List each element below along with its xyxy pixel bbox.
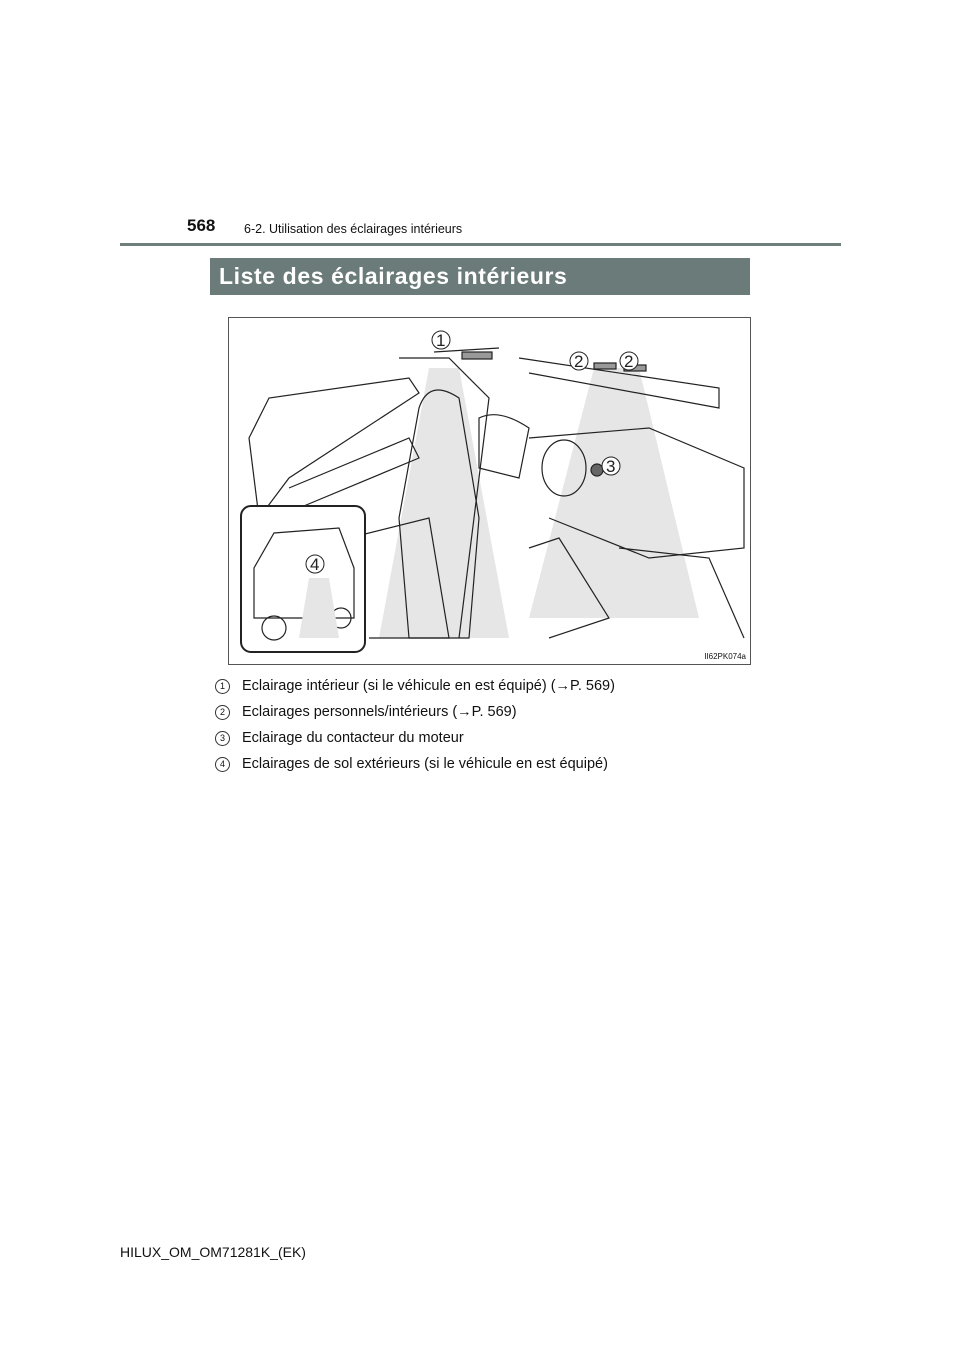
interior-lights-illustration: [228, 317, 751, 665]
item-number: 1: [215, 679, 230, 694]
page-title: Liste des éclairages intérieurs: [219, 263, 568, 289]
svg-text:1: 1: [436, 331, 446, 350]
svg-text:4: 4: [310, 555, 320, 574]
item-number: 3: [215, 731, 230, 746]
item-text: Eclairage intérieur (si le véhicule en est équipé) (→P. 569): [242, 678, 615, 694]
list-item: [215, 751, 615, 777]
item-number: 4: [215, 757, 230, 772]
car-interior-drawing: [229, 318, 750, 664]
list-item: [215, 673, 615, 699]
title-bar: [210, 258, 750, 295]
item-text: Eclairages de sol extérieurs (si le véhicule en est équipé): [242, 756, 608, 772]
list-item: [215, 699, 615, 725]
header-divider: [120, 243, 841, 246]
svg-text:2: 2: [574, 352, 584, 371]
list-item: [215, 725, 615, 751]
section-title: 6-2. Utilisation des éclairages intérieurs: [244, 222, 463, 236]
light-list: [215, 673, 615, 777]
item-number: 2: [215, 705, 230, 720]
callout-1: [432, 331, 450, 350]
footer-doc-id: HILUX_OM_OM71281K_(EK): [120, 1244, 306, 1260]
page-number: 568: [187, 216, 216, 235]
figure-id: II62PK074a: [704, 652, 746, 661]
svg-text:3: 3: [606, 457, 616, 476]
item-text: Eclairages personnels/intérieurs (→P. 569): [242, 704, 517, 720]
svg-text:2: 2: [624, 352, 634, 371]
item-text: Eclairage du contacteur du moteur: [242, 730, 464, 746]
